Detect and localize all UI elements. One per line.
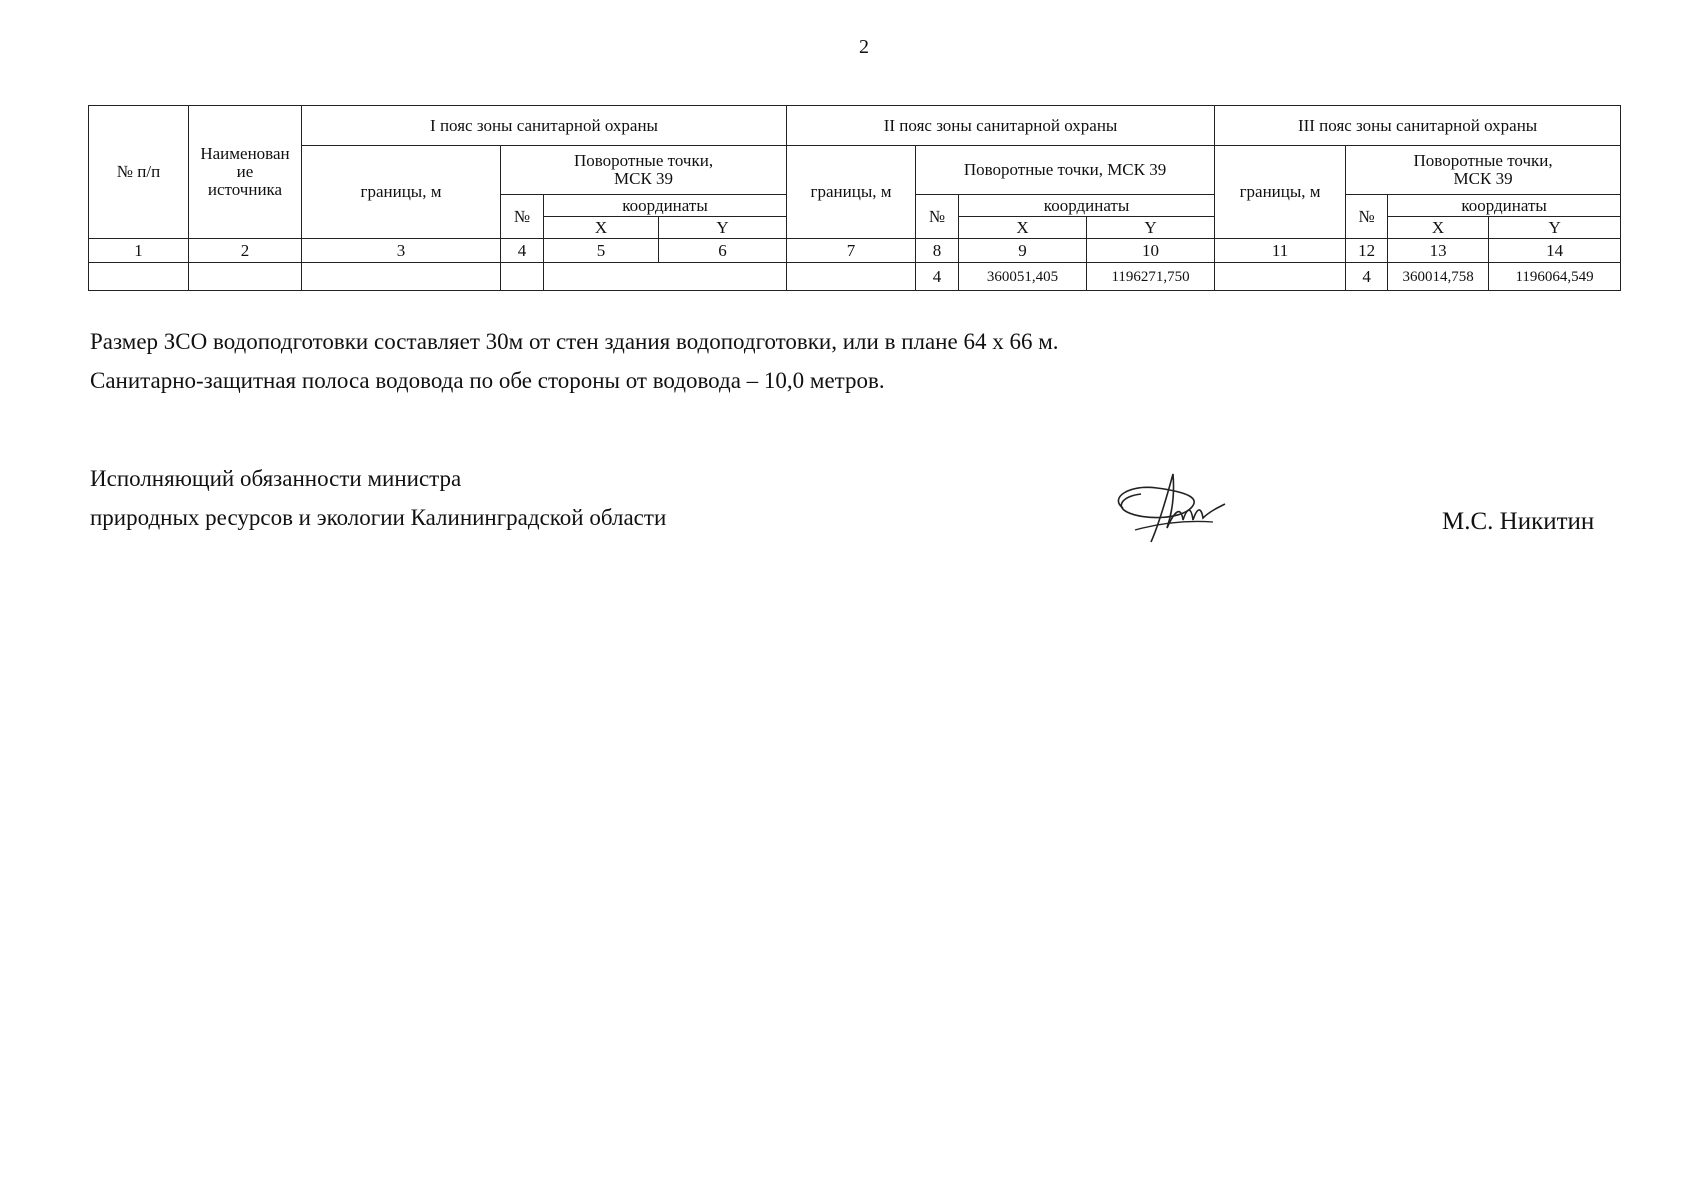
- header-num: № п/п: [89, 106, 189, 239]
- belt3-point-x: 360014,758: [1388, 263, 1489, 291]
- column-number: 11: [1215, 239, 1346, 263]
- column-number: 3: [302, 239, 501, 263]
- cell-empty: [544, 263, 787, 291]
- header-belt2-y: Y: [1087, 217, 1215, 239]
- header-belt3-x: X: [1388, 217, 1489, 239]
- paragraph-protection-strip: Санитарно-защитная полоса водовода по обе стороны от водовода – 10,0 метров.: [90, 368, 885, 393]
- header-belt1-boundaries: границы, м: [302, 146, 501, 239]
- paragraph-zso-size: Размер ЗСО водоподготовки составляет 30м от стен здания водоподготовки, или в плане 64 х 66 м.: [90, 329, 1059, 354]
- header-belt1-turn-points-line2: МСК 39: [613, 169, 674, 188]
- header-belt3-turn-points-line1: Поворотные точки,: [1413, 151, 1553, 170]
- header-source-name-line2: ие: [236, 162, 254, 181]
- signature-title-line2: природных ресурсов и экологии Калининградской области: [90, 505, 667, 530]
- belt3-point-no: 4: [1346, 263, 1388, 291]
- column-number: 6: [659, 239, 787, 263]
- header-source-name-line3: источника: [207, 180, 283, 199]
- handwritten-signature: [1105, 468, 1235, 548]
- header-belt1-turn-points-line1: Поворотные точки,: [573, 151, 714, 170]
- header-belt1-no: №: [501, 195, 544, 239]
- belt3-point-y: 1196064,549: [1489, 263, 1621, 291]
- column-number: 2: [189, 239, 302, 263]
- header-belt3-coords: координаты: [1388, 195, 1621, 217]
- signature-title-line1: Исполняющий обязанности министра: [90, 466, 462, 491]
- column-number: 7: [787, 239, 916, 263]
- header-belt2-x: X: [959, 217, 1087, 239]
- header-belt2-boundaries: границы, м: [787, 146, 916, 239]
- header-belt2: II пояс зоны санитарной охраны: [787, 106, 1215, 146]
- cell-empty: [89, 263, 189, 291]
- cell-empty: [189, 263, 302, 291]
- header-belt3-no: №: [1346, 195, 1388, 239]
- cell-empty: [302, 263, 501, 291]
- header-belt3: III пояс зоны санитарной охраны: [1215, 106, 1621, 146]
- header-source-name: [189, 106, 302, 239]
- header-belt3-turn-points: [1346, 146, 1621, 195]
- belt2-point-x: 360051,405: [959, 263, 1087, 291]
- column-number: 4: [501, 239, 544, 263]
- header-source-name-line1: Наименован: [200, 144, 290, 163]
- table-row: [89, 263, 1621, 291]
- column-number: 8: [916, 239, 959, 263]
- header-belt2-no: №: [916, 195, 959, 239]
- column-number-row: [89, 239, 1621, 263]
- cell-empty: [1215, 263, 1346, 291]
- column-number: 12: [1346, 239, 1388, 263]
- column-number: 13: [1388, 239, 1489, 263]
- column-number: 10: [1087, 239, 1215, 263]
- column-number: 5: [544, 239, 659, 263]
- header-belt1-x: X: [544, 217, 659, 239]
- header-belt3-boundaries: границы, м: [1215, 146, 1346, 239]
- column-number: 14: [1489, 239, 1621, 263]
- cell-empty: [501, 263, 544, 291]
- page-number: 2: [859, 36, 869, 58]
- belt2-point-no: 4: [916, 263, 959, 291]
- header-belt1-y: Y: [659, 217, 787, 239]
- header-belt1-coords: координаты: [544, 195, 787, 217]
- signer-name: М.С. Никитин: [1442, 508, 1595, 535]
- header-belt2-turn-points: Поворотные точки, МСК 39: [916, 146, 1215, 195]
- header-belt2-coords: координаты: [959, 195, 1215, 217]
- cell-empty: [787, 263, 916, 291]
- column-number: 9: [959, 239, 1087, 263]
- header-belt1-turn-points: [501, 146, 787, 195]
- belt2-point-y: 1196271,750: [1087, 263, 1215, 291]
- header-belt3-turn-points-line2: МСК 39: [1453, 169, 1513, 188]
- sanitary-zone-table: [88, 105, 1621, 291]
- header-belt1: I пояс зоны санитарной охраны: [302, 106, 787, 146]
- header-belt3-y: Y: [1489, 217, 1621, 239]
- column-number: 1: [89, 239, 189, 263]
